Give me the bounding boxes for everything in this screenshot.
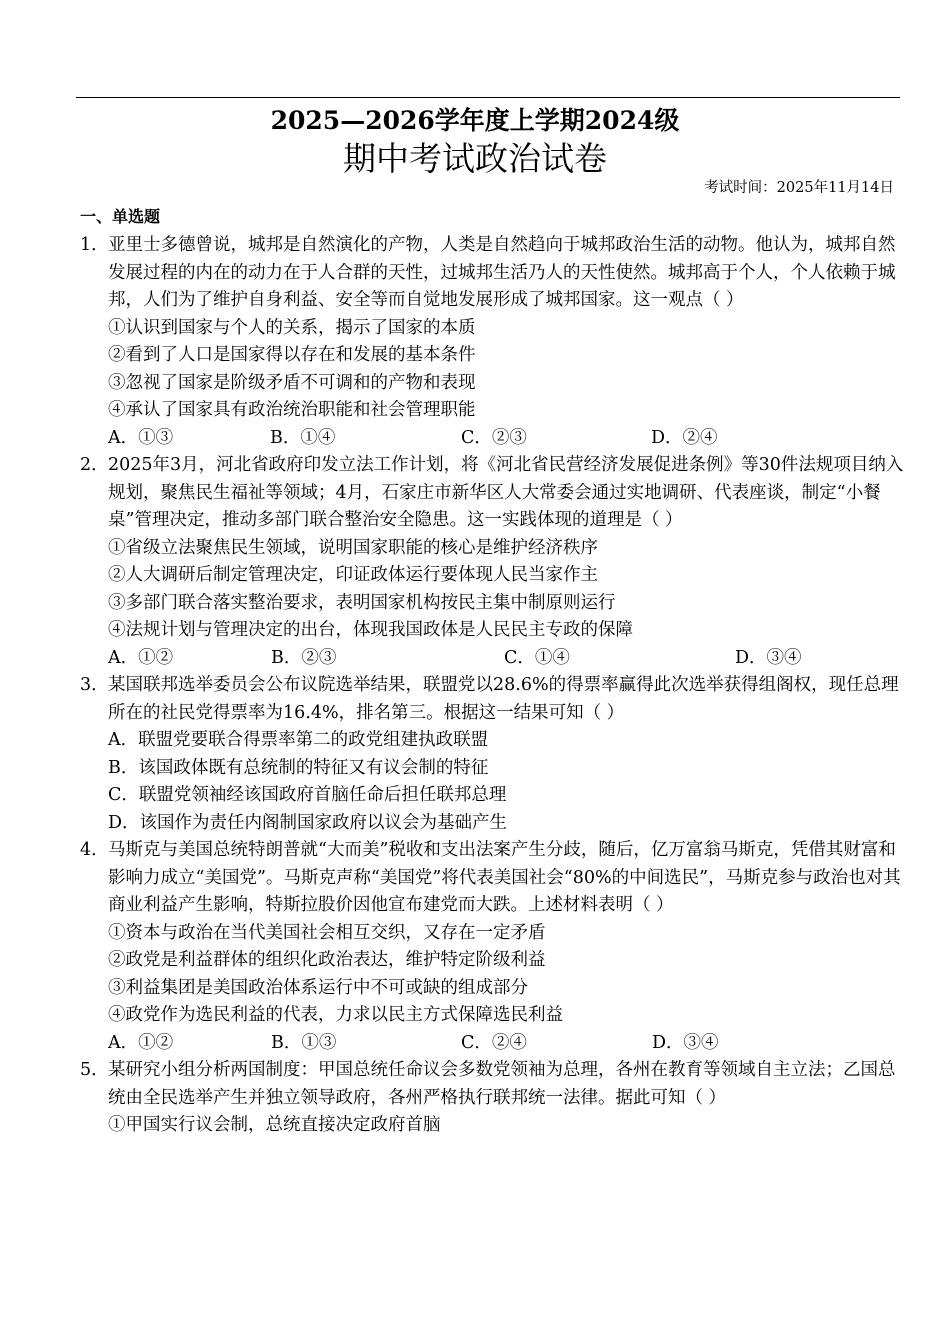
option-b[interactable]: B．①④ [270, 427, 336, 448]
question-stem [80, 1057, 910, 1112]
question-text: 2025年3月，河北省政府印发立法工作计划，将《河北省民营经济发展促进条例》等30件法规项目纳入规划，聚焦民生福祉等领域；4月，石家庄市新华区人大常委会通过实地调研、代表座谈，制定“小餐桌”管理决定，推动多部门联合整治安全隐患。这一实践体现的道理是（ ） [108, 455, 904, 530]
exam-content [80, 204, 910, 1140]
option-b[interactable]: B．②③ [271, 647, 337, 668]
statement: ③利益集团是美国政治体系运行中不可或缺的组成部分 [108, 977, 528, 998]
statement: ④政党作为选民利益的代表，力求以民主方式保障选民利益 [108, 1005, 563, 1025]
question-3 [80, 672, 910, 837]
section-heading: 一、单选题 [80, 207, 161, 226]
option-row [108, 1030, 910, 1058]
statement: ②看到了人口是国家得以存在和发展的基本条件 [108, 345, 476, 365]
option-row [108, 645, 910, 673]
option-b[interactable]: B．①③ [271, 1032, 337, 1053]
question-4 [80, 837, 910, 1057]
statement: ①认识到国家与个人的关系，揭示了国家的本质 [108, 317, 476, 338]
option-d[interactable]: D．该国作为责任内阁制国家政府以议会为基础产生 [108, 812, 508, 833]
statement: ①资本与政治在当代美国社会相互交织，又存在一定矛盾 [108, 922, 546, 943]
question-text: 某国联邦选举委员会公布议院选举结果，联盟党以28.6%的得票率赢得此次选举获得组阁权，现任总理所在的社民党得票率为16.4%，排名第三。根据这一结果可知（ ） [108, 675, 899, 723]
option-d[interactable]: D．②④ [651, 427, 718, 448]
question-number: 1． [80, 235, 109, 255]
question-stem [80, 452, 910, 535]
option-c[interactable]: C．联盟党领袖经该国政府首脑任命后担任联邦总理 [108, 785, 507, 805]
option-c[interactable]: C．①④ [504, 647, 570, 668]
option-d[interactable]: D．③④ [735, 647, 802, 668]
option-b[interactable]: B．该国政体既有总统制的特征又有议会制的特征 [108, 757, 489, 778]
question-number: 3． [80, 675, 109, 695]
exam-title-line1: 2025—2026学年度上学期2024级 [270, 106, 680, 135]
statement: ①甲国实行议会制，总统直接决定政府首脑 [108, 1115, 441, 1135]
option-a[interactable]: A．联盟党要联合得票率第二的政党组建执政联盟 [108, 730, 489, 750]
option-row [108, 425, 910, 453]
question-1 [80, 232, 910, 452]
option-d[interactable]: D．③④ [652, 1032, 719, 1053]
question-stem [80, 672, 910, 727]
question-2 [80, 452, 910, 672]
option-a[interactable]: A．①② [108, 1032, 174, 1053]
question-number: 4． [80, 840, 109, 860]
statement: ④法规计划与管理决定的出台，体现我国政体是人民民主专政的保障 [108, 620, 633, 640]
question-text: 某研究小组分析两国制度：甲国总统任命议会多数党领袖为总理，各州在教育等领域自主立法；乙国总统由全民选举产生并独立领导政府，各州严格执行联邦统一法律。据此可知（ ） [108, 1060, 896, 1108]
option-c[interactable]: C．②③ [461, 427, 527, 448]
exam-title-line2: 期中考试政治试卷 [343, 139, 607, 178]
statement: ①省级立法聚焦民生领域，说明国家职能的核心是维护经济秩序 [108, 537, 598, 558]
top-rule [76, 97, 900, 98]
statement: ④承认了国家具有政治统治职能和社会管理职能 [108, 400, 476, 420]
question-text: 马斯克与美国总统特朗普就“大而美”税收和支出法案产生分歧，随后，亿万富翁马斯克，凭借其财富和影响力成立“美国党”。马斯克声称“美国党”将代表美国社会“80%的中间选民”，马斯克参与政治也对其商业利益产生影响，特斯拉股价因他宣布建党而大跌。上述材料表明（ ） [108, 840, 901, 915]
statement: ②政党是利益群体的组织化政治表达，维护特定阶级利益 [108, 950, 546, 970]
statement: ②人大调研后制定管理决定，印证政体运行要体现人民当家作主 [108, 565, 598, 585]
option-c[interactable]: C．②④ [461, 1032, 527, 1053]
question-number: 5． [80, 1060, 109, 1080]
statement: ③多部门联合落实整治要求，表明国家机构按民主集中制原则运行 [108, 592, 616, 613]
option-a[interactable]: A．①③ [108, 427, 174, 448]
question-stem [80, 837, 910, 920]
exam-time: 考试时间：2025年11月14日 [704, 180, 894, 196]
question-stem [80, 232, 910, 315]
question-5 [80, 1057, 910, 1140]
question-number: 2． [80, 455, 109, 475]
question-text: 亚里士多德曾说，城邦是自然演化的产物，人类是自然趋向于城邦政治生活的动物。他认为，城邦自然发展过程的内在的动力在于人合群的天性，过城邦生活乃人的天性使然。城邦高于个人，个人依赖于城邦，人们为了维护自身利益、安全等而自觉地发展形成了城邦国家。这一观点（ ） [108, 235, 896, 310]
option-a[interactable]: A．①② [108, 647, 174, 668]
statement: ③忽视了国家是阶级矛盾不可调和的产物和表现 [108, 372, 476, 393]
